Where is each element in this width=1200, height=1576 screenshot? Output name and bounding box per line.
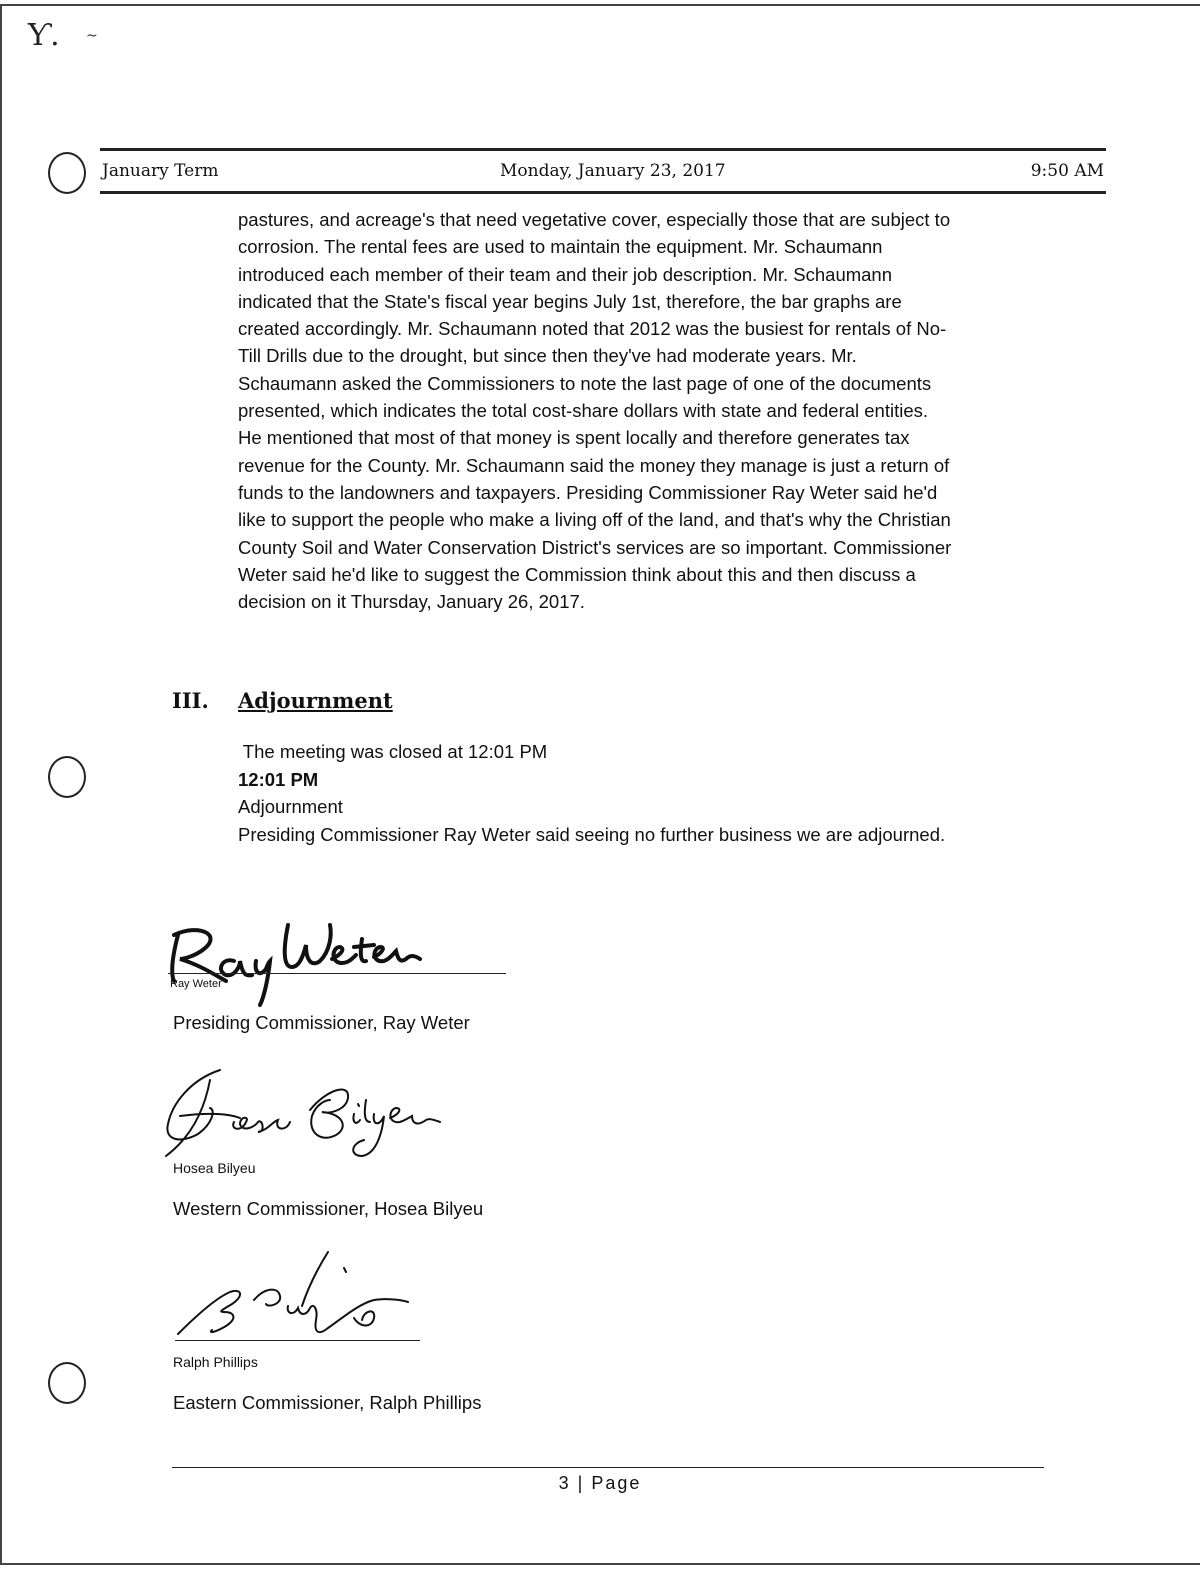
- paragraph-line: funds to the landowners and taxpayers. Presiding Commissioner Ray Weter said he'd: [238, 481, 938, 503]
- signature-title: Presiding Commissioner, Ray Weter: [173, 1012, 470, 1033]
- paragraph-line: Till Drills due to the drought, but since then they've had moderate years. Mr.: [238, 345, 857, 367]
- paragraph-line: created accordingly. Mr. Schaumann noted that 2012 was the busiest for rentals of No-: [238, 318, 947, 340]
- signature-printed-name: Hosea Bilyeu: [173, 1160, 256, 1176]
- paragraph-line: Schaumann asked the Commissioners to note the last page of one of the documents: [238, 372, 932, 394]
- adjournment-time: 12:01 PM: [238, 768, 319, 790]
- scan-mark-small: ~: [86, 28, 98, 44]
- signature-line: [175, 1340, 420, 1341]
- paragraph-line: like to support the people who make a living off of the land, and that's why the Christian: [238, 509, 951, 531]
- footer-rule: [172, 1467, 1044, 1468]
- paragraph-line: decision on it Thursday, January 26, 2017.: [238, 591, 585, 613]
- section-number: III.: [172, 688, 209, 713]
- paragraph-line: introduced each member of their team and their job description. Mr. Schaumann: [238, 263, 893, 285]
- signature-printed-name: Ralph Phillips: [173, 1354, 258, 1370]
- scan-bottom-border: [0, 1563, 1200, 1565]
- scan-mark: Ƴ.: [28, 18, 60, 53]
- paragraph-line: indicated that the State's fiscal year begins July 1st, therefore, the bar graphs are: [238, 290, 902, 312]
- paragraph-line: County Soil and Water Conservation District's services are so important. Commissioner: [238, 536, 952, 558]
- paragraph-line: Weter said he'd like to suggest the Commission think about this and then discuss a: [238, 563, 916, 585]
- adjournment-block: [238, 738, 945, 848]
- punch-hole-middle: [48, 756, 86, 798]
- paragraph-line: presented, which indicates the total cost-share dollars with state and federal entities.: [238, 400, 929, 422]
- signature-ray-weter: [160, 905, 460, 1010]
- signature-printed-name: Ray Weter: [170, 978, 222, 990]
- signature-ralph-phillips: [168, 1248, 428, 1348]
- signature-title: Eastern Commissioner, Ralph Phillips: [173, 1392, 482, 1413]
- section-title: Adjournment: [238, 688, 393, 713]
- page-header: [100, 148, 1106, 194]
- minutes-paragraph: [238, 206, 1048, 615]
- meeting-closed-text: The meeting was closed at 12:01 PM: [238, 741, 548, 762]
- signature-hosea-bilyeu: [150, 1060, 460, 1165]
- punch-hole-bottom: [48, 1362, 86, 1404]
- signature-title: Western Commissioner, Hosea Bilyeu: [173, 1198, 484, 1219]
- adjournment-statement: Presiding Commissioner Ray Weter said seeing no further business we are adjourned.: [238, 823, 946, 845]
- scan-left-border: [0, 4, 2, 1564]
- punch-hole-top: [48, 152, 86, 194]
- adjournment-item: Adjournment: [238, 796, 343, 817]
- scan-top-border: [0, 4, 1200, 6]
- header-date: Monday, January 23, 2017: [500, 161, 726, 181]
- header-time: 9:50 AM: [1030, 161, 1104, 181]
- paragraph-line: revenue for the County. Mr. Schaumann said the money they manage is just a return of: [238, 454, 950, 476]
- paragraph-line: He mentioned that most of that money is spent locally and therefore generates tax: [238, 427, 910, 449]
- header-term: January Term: [102, 161, 219, 181]
- signature-line: [168, 973, 506, 974]
- paragraph-line: corrosion. The rental fees are used to maintain the equipment. Mr. Schaumann: [238, 236, 883, 258]
- page-number: 3 | Page: [558, 1473, 642, 1493]
- paragraph-line: pastures, and acreage's that need vegetative cover, especially those that are subject to: [238, 209, 951, 230]
